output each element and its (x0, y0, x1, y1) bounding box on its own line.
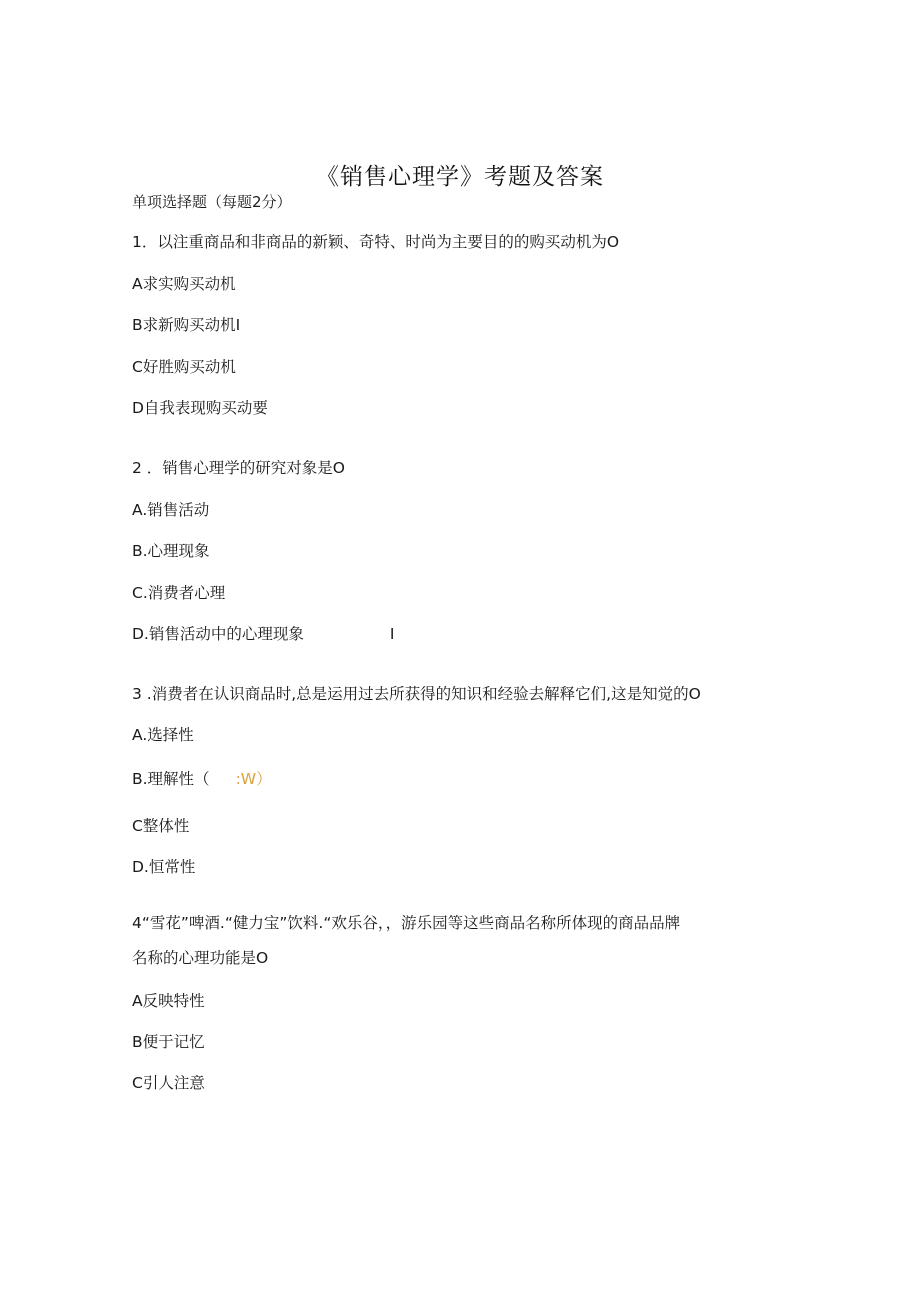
question-1-option-d: D自我表现购买动要 (132, 399, 268, 417)
question-3-option-b (132, 769, 272, 789)
question-4-stem-line-2: 名称的心理功能是O (132, 949, 269, 967)
question-4-option-c: C引人注意 (132, 1074, 205, 1092)
question-4-option-a: A反映特性 (132, 992, 205, 1010)
question-1-option-c: C好胜购买动机 (132, 358, 236, 376)
question-3-option-d: D.恒常性 (132, 858, 196, 876)
question-1-stem: 1．以注重商品和非商品的新颖、奇特、时尚为主要目的的购买动机为O (132, 233, 620, 251)
question-4-option-b: B便于记忆 (132, 1033, 205, 1051)
question-3-option-b-mark: :W） (235, 770, 272, 788)
question-3-option-b-text: B.理解性（ (132, 770, 210, 788)
document-title: 《销售心理学》考题及答案 (316, 164, 604, 190)
question-2-option-d-mark: I (389, 625, 395, 643)
question-2-stem: 2 ．销售心理学的研究对象是O (132, 459, 345, 477)
question-2-option-b: B.心理现象 (132, 542, 210, 560)
question-3-stem: 3 .消费者在认识商品时,总是运用过去所获得的知识和经验去解释它们,这是知觉的O (132, 685, 701, 703)
question-3-option-a: A.选择性 (132, 726, 194, 744)
question-4-stem-line-1: 4“雪花”啤酒.“健力宝”饮料.“欢乐谷，，游乐园等这些商品名称所体现的商品品牌 (132, 914, 681, 932)
section-heading: 单项选择题（每题2分） (132, 193, 292, 211)
question-3-option-c: C整体性 (132, 817, 190, 835)
question-2-option-a: A.销售活动 (132, 501, 210, 519)
question-1-option-a: A求实购买动机 (132, 275, 236, 293)
question-2-option-d (132, 624, 394, 644)
question-2-option-d-text: D.销售活动中的心理现象 (132, 625, 304, 643)
question-1-option-b: B求新购买动机I (132, 316, 241, 334)
question-2-option-c: C.消费者心理 (132, 584, 226, 602)
